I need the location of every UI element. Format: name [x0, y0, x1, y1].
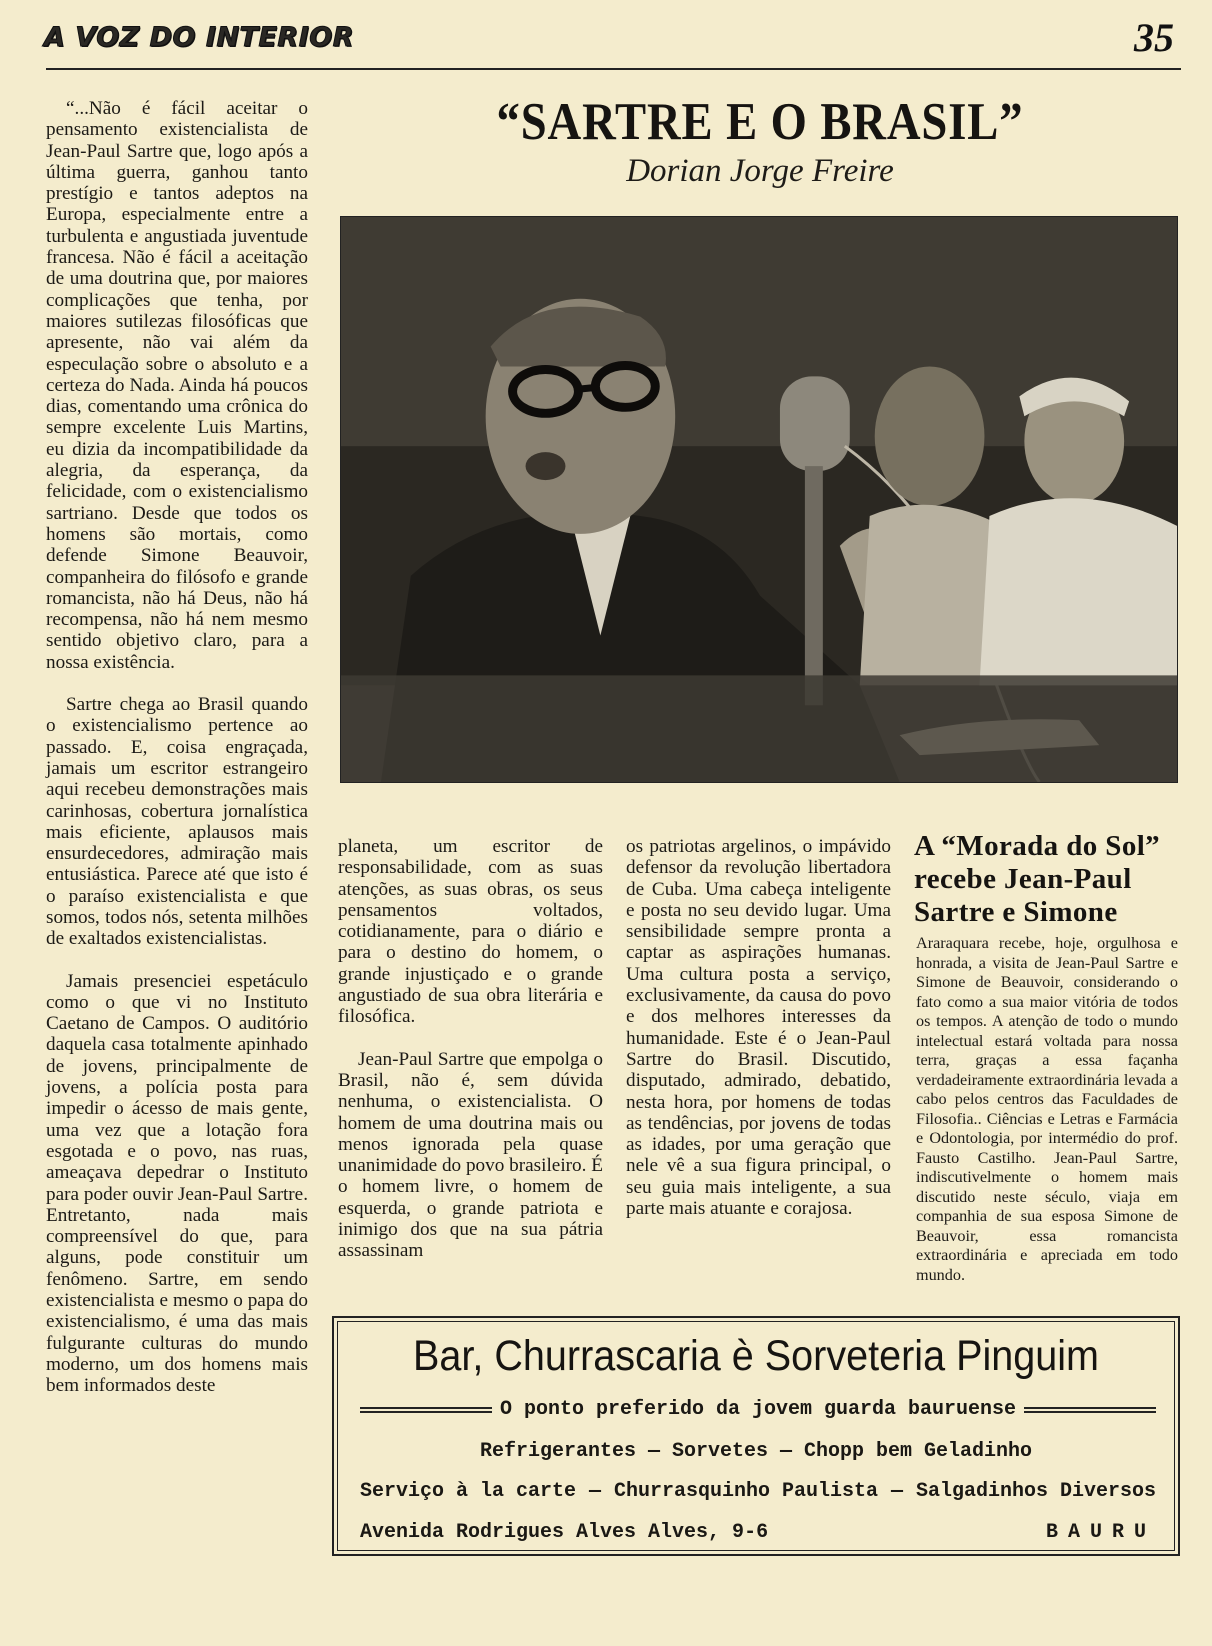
page-number: 35: [1134, 15, 1174, 60]
advertisement-box: [332, 1316, 1180, 1556]
sartre-photo: [340, 216, 1178, 783]
ad-service: Churrasquinho Paulista: [613, 1480, 879, 1503]
paragraph: “...Não é fácil aceitar o pensamento existencialista de Jean-Paul Sartre que, logo após a última guerra, ganhou tanto prestígio e tantos adeptos na Europa, especialmente entre a turbulenta e angustiada juventude francesa. Não é fácil a aceitação de uma doutrina que, por maiores complicações que tenha, por maiores sutilezas filosóficas que apresente, não vai além da especulação sobre o absoluto e a certeza do Nada. Ainda há poucos dias, comentando uma crônica do sempre excelente Luis Martins, eu dizia da incompatibilidade da alegria, da esperança, da felicidade, com o existencialismo sartriano. Desde que todos os homens são mortais, como defende Simone Beauvoir, companheira do filósofo e grande romancista, não há Deus, não há recompensa, não há nem mesmo sentido objetivo claro, para a nossa existência.: [46, 98, 308, 673]
paragraph: os patriotas argelinos, o impávido defensor da revolução libertadora de Cuba. Uma cabeça inteligente e posta no seu devido lugar. Uma sensibilidade sempre pronta a captar as aspirações humanas. Uma cultura posta a serviço, exclusivamente, da causa do povo e dos melhores interesses da humanidade. Este é o Jean-Paul Sartre do Brasil. Discutido, disputado, admirado, debatido, nesta hora, por homens de todas as tendências, por jovens de todas as idades, por uma geração que nele vê a sua figura principal, o seu guia mais inteligente, a sua parte mais atuante e corajosa.: [626, 836, 891, 1220]
ad-address: Avenida Rodrigues Alves Alves, 9-6: [360, 1521, 769, 1544]
sidebar-headline: A “Morada do Sol” recebe Jean-Paul Sartre e Simone: [914, 830, 1161, 928]
ad-city: BAURU: [1045, 1521, 1156, 1544]
paragraph: Sartre chega ao Brasil quando o existencialismo pertence ao passado. E, coisa engraçada, jamais um escritor estrangeiro aqui recebeu demonstrações mais carinhosas, cobertura jornalística mais eficiente, aplausos mais ensurdecedores, admiração mais entusiástica. Parece até que isto é o paraíso existencialista e que somos, todos nós, setenta milhões de exaltados existencialistas.: [46, 694, 308, 950]
ad-products: Refrigerantes — Sorvetes — Chopp bem Geladinho: [479, 1440, 1033, 1463]
paragraph: Jamais presenciei espetáculo como o que vi no Instituto Caetano de Campos. O auditório daquela casa totalmente apinhado de jovens, principalmente de jovens, a polícia posta para impedir o ácesso de mais gente, uma vez que a lotação fora esgotada e o povo, nas ruas, ameaçava depedrar o Instituto para poder ouvir Jean-Paul Sartre. Entretanto, nada mais compreensível do que, para alguns, pode constituir um fenômeno. Sartre, em sendo existencialista e mesmo o papa do existencialismo, é uma das mais fulgurante culturas do mundo moderno, um dos homens mais bem informados deste: [46, 970, 308, 1397]
ad-tagline: O ponto preferido da jovem guarda bauruense: [499, 1398, 1017, 1421]
photo-illustration: [341, 217, 1177, 782]
ad-service: Salgadinhos Diversos: [915, 1480, 1156, 1503]
masthead: A VOZ DO INTERIOR: [44, 22, 354, 53]
ad-business-name: Bar, Churrascaria è Sorveteria Pinguim: [412, 1332, 1100, 1380]
ad-service: Serviço à la carte: [360, 1480, 577, 1503]
ad-bottom-row: [360, 1521, 1156, 1544]
ad-separator: —: [890, 1480, 903, 1503]
ad-services: [360, 1480, 1156, 1503]
sidebar-text: Araraquara recebe, hoje, orgulhosa e honrada, a visita de Jean-Paul Sartre e Simone de Beauvoir, considerando o fato como a sua maior vitória de todos os tempos. A atenção de todo o mundo intelectual estará voltada para nossa terra, graças a essa façanha verdadeiramente extraordinária levada a cabo pelos centros das Faculdades de Filosofia.. Ciências e Letras e Farmácia e Odontologia, por intermédio do prof. Fausto Castilho. Jean-Paul Sartre, indiscutivelmente o homem mais discutido neste século, viaja em companhia de sua esposa Simone de Beauvoir, essa romancista extraordinária e apreciada em todo mundo.: [916, 934, 1178, 1284]
double-rule: [360, 1407, 492, 1413]
article-column-1: [46, 98, 308, 1418]
header-rule: [46, 68, 1181, 70]
paragraph: Jean-Paul Sartre que empolga o Brasil, não é, sem dúvida nenhuma, o existencialista. O homem de uma doutrina mais ou menos ignorada pela quase unanimidade do povo brasileiro. É o homem livre, o homem de esquerda, o grande patriota e inimigo dos que na sua pátria assassinam: [338, 1048, 603, 1262]
article-title: “SARTRE E O BRASIL”: [496, 93, 1024, 151]
ad-separator: —: [589, 1480, 602, 1503]
double-rule: [1024, 1407, 1156, 1413]
ad-tagline-row: [360, 1398, 1156, 1421]
article-byline: Dorian Jorge Freire: [626, 153, 894, 189]
article-column-3: [626, 836, 891, 1240]
paragraph: planeta, um escritor de responsabilidade, com as suas atenções, as suas obras, os seus pensamentos voltados, cotidianamente, para o diário e para o destino do homem, o grande injustiçado e o grande angustiado de sua obra literária e filosófica.: [338, 836, 603, 1028]
article-column-2: [338, 836, 603, 1283]
